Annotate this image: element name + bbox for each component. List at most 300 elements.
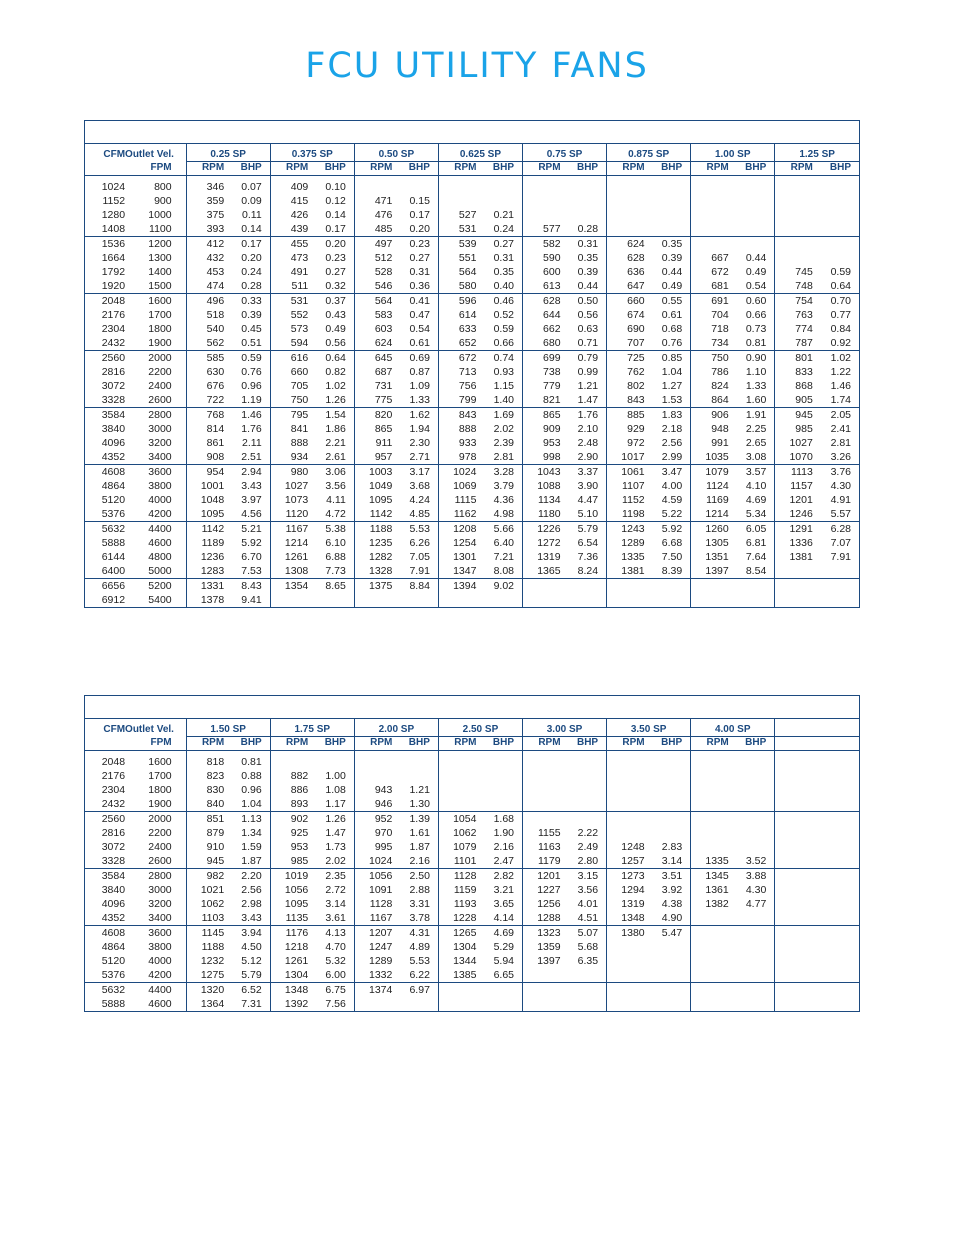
bhp-cell: 4.31 [396, 926, 438, 941]
bhp-cell [817, 593, 859, 607]
rpm-cell [354, 769, 396, 783]
bhp-cell: 1.00 [325, 770, 346, 782]
bhp-cell: 7.56 [325, 998, 346, 1010]
rpm-cell: 1247 [354, 940, 396, 954]
bhp-cell: 5.92 [649, 522, 691, 537]
bhp-cell [396, 997, 438, 1011]
bhp-cell [733, 826, 775, 840]
rpm-cell [691, 997, 733, 1011]
rpm-header: RPM [523, 162, 565, 176]
rpm-cell: 1380 [607, 926, 649, 941]
table-row [85, 812, 859, 827]
rpm-cell: 1382 [691, 897, 733, 911]
rpm-header: RPM [775, 162, 817, 176]
sp-header: 2.50 SP [438, 719, 522, 737]
bhp-cell: 0.68 [661, 323, 683, 335]
rpm-cell: 1003 [354, 465, 396, 480]
rpm-cell [691, 983, 733, 998]
bhp-cell [733, 176, 775, 195]
rpm-cell: 594 [270, 336, 312, 351]
rpm-cell: 908 [186, 450, 228, 465]
fpm-cell: 4800 [148, 551, 172, 563]
bhp-cell: 1.91 [733, 408, 775, 423]
rpm-cell: 929 [607, 422, 649, 436]
rpm-cell: 865 [354, 422, 396, 436]
rpm-cell: 1272 [523, 536, 565, 550]
rpm-cell: 906 [691, 408, 733, 423]
rpm-cell: 933 [438, 436, 480, 450]
rpm-cell: 1273 [607, 869, 649, 884]
bhp-cell: 1.04 [661, 366, 683, 378]
bhp-cell: 7.73 [325, 565, 346, 577]
bhp-cell: 1.83 [649, 408, 691, 423]
bhp-cell: 0.23 [396, 237, 438, 252]
bhp-cell [817, 869, 859, 884]
rpm-cell [354, 176, 396, 195]
rpm-cell: 1328 [354, 564, 396, 579]
rpm-header: RPM [691, 737, 733, 751]
table-row [85, 522, 859, 537]
bhp-cell: 3.57 [733, 465, 775, 480]
bhp-cell: 0.61 [661, 309, 683, 321]
bhp-cell: 5.79 [241, 969, 262, 981]
table-row [85, 194, 859, 208]
rpm-cell: 911 [354, 436, 396, 450]
rpm-cell: 624 [354, 336, 396, 351]
bhp-cell: 0.35 [649, 237, 691, 252]
bhp-cell: 1.53 [661, 394, 683, 406]
rpm-cell: 820 [354, 408, 396, 423]
rpm-cell: 885 [607, 408, 649, 423]
bhp-cell: 2.41 [830, 423, 851, 435]
rpm-cell: 745 [775, 265, 817, 279]
rpm-cell: 600 [523, 265, 565, 279]
bhp-cell: 2.56 [661, 437, 683, 449]
bhp-cell: 1.13 [228, 812, 270, 827]
rpm-cell: 1054 [438, 812, 480, 827]
bhp-cell [733, 983, 775, 998]
bhp-cell: 5.34 [745, 508, 767, 520]
bhp-cell: 0.39 [577, 266, 599, 278]
rpm-cell: 1348 [607, 911, 649, 926]
rpm-cell: 1289 [607, 536, 649, 550]
fpm-cell: 4200 [148, 969, 172, 981]
bhp-cell: 0.56 [325, 337, 346, 349]
fpm-cell: 4600 [148, 998, 172, 1010]
rpm-cell [438, 593, 480, 607]
rpm-cell [775, 783, 817, 797]
bhp-cell: 1.15 [493, 380, 514, 392]
rpm-cell [523, 997, 565, 1011]
bhp-cell [480, 983, 522, 998]
bhp-cell: 0.37 [312, 294, 354, 309]
rpm-cell: 531 [270, 294, 312, 309]
rpm-cell: 680 [523, 336, 565, 351]
bhp-cell: 4.36 [493, 494, 514, 506]
rpm-cell [775, 176, 817, 195]
rpm-cell: 704 [691, 308, 733, 322]
fpm-cell: 3800 [148, 480, 172, 492]
bhp-cell: 6.40 [493, 537, 514, 549]
rpm-cell: 1163 [523, 840, 565, 854]
bhp-cell: 8.08 [493, 565, 514, 577]
bhp-cell [817, 222, 859, 237]
rpm-cell: 562 [186, 336, 228, 351]
bhp-cell [649, 208, 691, 222]
bhp-cell: 6.05 [733, 522, 775, 537]
rpm-cell: 802 [607, 379, 649, 393]
bhp-cell [565, 797, 607, 812]
cfm-cell: 4096 [101, 898, 126, 910]
cfm-cell: 2432 [101, 337, 126, 349]
rpm-cell: 909 [523, 422, 565, 436]
bhp-cell: 0.77 [830, 309, 851, 321]
bhp-cell: 4.72 [325, 508, 346, 520]
rpm-cell: 485 [354, 222, 396, 237]
bhp-cell: 0.44 [661, 266, 683, 278]
bhp-cell: 6.75 [312, 983, 354, 998]
rpm-cell [691, 579, 733, 594]
bhp-cell: 6.68 [661, 537, 683, 549]
bhp-cell: 2.90 [577, 451, 599, 463]
table-row [85, 176, 859, 195]
rpm-cell: 603 [354, 322, 396, 336]
bhp-cell [733, 911, 775, 926]
rpm-cell: 774 [775, 322, 817, 336]
bhp-cell: 3.37 [565, 465, 607, 480]
bhp-cell [817, 176, 859, 195]
bhp-cell: 4.89 [409, 941, 430, 953]
table-row [85, 493, 859, 507]
table-row [85, 579, 859, 594]
rpm-cell [775, 194, 817, 208]
rpm-cell: 1308 [270, 564, 312, 579]
bhp-cell [565, 579, 607, 594]
rpm-cell: 546 [354, 279, 396, 294]
rpm-cell: 491 [270, 265, 312, 279]
rpm-cell: 1162 [438, 507, 480, 522]
bhp-cell: 6.00 [325, 969, 346, 981]
rpm-cell: 1381 [775, 550, 817, 564]
rpm-cell: 527 [438, 208, 480, 222]
rpm-cell: 882 [270, 769, 312, 783]
rpm-cell [270, 751, 312, 770]
rpm-cell [438, 797, 480, 812]
bhp-cell: 1.22 [830, 366, 851, 378]
table-row [85, 968, 859, 983]
bhp-cell: 0.33 [228, 294, 270, 309]
bhp-cell: 2.50 [396, 869, 438, 884]
rpm-cell [607, 194, 649, 208]
rpm-cell [775, 251, 817, 265]
bhp-cell: 1.90 [493, 827, 514, 839]
bhp-cell: 0.55 [649, 294, 691, 309]
bhp-cell [817, 564, 859, 579]
bhp-cell: 3.94 [228, 926, 270, 941]
rpm-cell: 905 [775, 393, 817, 408]
bhp-cell: 1.76 [241, 423, 262, 435]
rpm-cell: 1101 [438, 854, 480, 869]
bhp-cell: 0.32 [325, 280, 346, 292]
table-row [85, 926, 859, 941]
rpm-cell: 1079 [691, 465, 733, 480]
table-row [85, 208, 859, 222]
bhp-cell: 0.39 [241, 309, 262, 321]
rpm-cell: 1304 [438, 940, 480, 954]
bhp-cell: 0.76 [241, 366, 262, 378]
rpm-cell: 799 [438, 393, 480, 408]
bhp-cell: 0.36 [409, 280, 430, 292]
bhp-cell: 3.79 [493, 480, 514, 492]
rpm-cell [775, 869, 817, 884]
table-row [85, 351, 859, 366]
rpm-cell [691, 194, 733, 208]
rpm-cell: 1335 [691, 854, 733, 869]
rpm-cell: 540 [186, 322, 228, 336]
bhp-cell [733, 751, 775, 770]
rpm-cell: 1128 [354, 897, 396, 911]
bhp-cell: 2.25 [745, 423, 767, 435]
rpm-cell [607, 222, 649, 237]
rpm-cell: 879 [186, 826, 228, 840]
bhp-cell [480, 783, 522, 797]
rpm-cell: 647 [607, 279, 649, 294]
fpm-cell: 1800 [148, 784, 172, 796]
bhp-cell: 0.96 [241, 784, 262, 796]
bhp-cell: 1.27 [661, 380, 683, 392]
rpm-cell [775, 954, 817, 968]
rpm-cell: 687 [354, 365, 396, 379]
fpm-cell: 1200 [125, 237, 186, 252]
bhp-cell: 1.04 [241, 798, 262, 810]
rpm-cell: 1056 [270, 883, 312, 897]
bhp-cell: 0.76 [661, 337, 683, 349]
outlet-vel-header: Outlet Vel. [125, 724, 174, 736]
rpm-cell: 1027 [775, 436, 817, 450]
bhp-cell: 8.84 [396, 579, 438, 594]
bhp-cell: 2.30 [409, 437, 430, 449]
rpm-cell: 1167 [270, 522, 312, 537]
rpm-cell: 954 [186, 465, 228, 480]
rpm-header: RPM [354, 162, 396, 176]
rpm-cell: 471 [354, 194, 396, 208]
bhp-cell [817, 797, 859, 812]
rpm-cell: 1345 [691, 869, 733, 884]
rpm-cell [523, 783, 565, 797]
bhp-cell: 1.30 [409, 798, 430, 810]
bhp-cell [649, 968, 691, 983]
bhp-cell: 5.47 [649, 926, 691, 941]
cfm-cell: 1920 [101, 280, 126, 292]
bhp-cell [733, 926, 775, 941]
rpm-cell: 1207 [354, 926, 396, 941]
bhp-cell: 5.66 [480, 522, 522, 537]
bhp-cell [396, 593, 438, 607]
bhp-cell: 3.61 [325, 912, 346, 924]
rpm-cell: 1019 [270, 869, 312, 884]
rpm-cell: 1167 [354, 911, 396, 926]
rpm-cell [775, 883, 817, 897]
rpm-header: RPM [438, 737, 480, 751]
bhp-cell: 3.51 [649, 869, 691, 884]
rpm-cell: 1027 [270, 479, 312, 493]
bhp-cell: 4.50 [241, 941, 262, 953]
bhp-cell: 0.69 [396, 351, 438, 366]
rpm-cell [775, 968, 817, 983]
bhp-cell: 2.65 [745, 437, 767, 449]
rpm-cell [691, 926, 733, 941]
rpm-cell [775, 237, 817, 252]
bhp-cell: 2.39 [493, 437, 514, 449]
bhp-cell: 8.54 [745, 565, 767, 577]
bhp-cell: 6.81 [745, 537, 767, 549]
bhp-header: BHP [565, 162, 607, 176]
table-row [85, 450, 859, 465]
rpm-cell: 1331 [186, 579, 228, 594]
bhp-cell: 2.47 [493, 855, 514, 867]
bhp-header: BHP [480, 737, 522, 751]
rpm-cell [607, 940, 649, 954]
bhp-cell [733, 194, 775, 208]
rpm-cell: 925 [270, 826, 312, 840]
rpm-cell [523, 751, 565, 770]
rpm-cell: 865 [523, 408, 565, 423]
table-row [85, 593, 859, 607]
rpm-cell: 1261 [270, 550, 312, 564]
cfm-cell: 5120 [101, 494, 126, 506]
bhp-cell: 0.10 [325, 181, 346, 193]
bhp-cell: 3.97 [241, 494, 262, 506]
rpm-cell [523, 593, 565, 607]
fpm-header: FPM [125, 737, 186, 751]
bhp-cell: 0.14 [325, 209, 346, 221]
bhp-cell: 3.78 [409, 912, 430, 924]
header-row-sp [85, 719, 859, 737]
rpm-cell: 1236 [186, 550, 228, 564]
bhp-cell [396, 769, 438, 783]
rpm-cell: 1283 [186, 564, 228, 579]
rpm-cell [775, 911, 817, 926]
rpm-header: RPM [607, 737, 649, 751]
fpm-cell: 1600 [148, 756, 172, 768]
bhp-cell: 5.32 [325, 955, 346, 967]
rpm-cell: 1381 [607, 564, 649, 579]
rpm-cell: 864 [691, 393, 733, 408]
bhp-header [817, 737, 859, 751]
bhp-cell: 4.98 [493, 508, 514, 520]
rpm-cell [523, 579, 565, 594]
rpm-cell: 1378 [186, 593, 228, 607]
bhp-cell [565, 983, 607, 998]
table-title-bar [85, 696, 859, 719]
bhp-cell: 6.28 [817, 522, 859, 537]
rpm-cell: 978 [438, 450, 480, 465]
bhp-cell: 1.02 [325, 380, 346, 392]
bhp-cell: 5.12 [241, 955, 262, 967]
fpm-cell: 2800 [125, 869, 186, 884]
bhp-cell [649, 940, 691, 954]
bhp-cell: 0.27 [325, 266, 346, 278]
bhp-cell: 0.88 [241, 770, 262, 782]
rpm-cell [775, 940, 817, 954]
bhp-cell: 3.43 [241, 912, 262, 924]
bhp-cell [565, 176, 607, 195]
bhp-cell [480, 176, 522, 195]
rpm-cell: 577 [523, 222, 565, 237]
fpm-cell: 1400 [148, 266, 172, 278]
bhp-cell: 0.12 [325, 195, 346, 207]
bhp-cell [817, 854, 859, 869]
rpm-cell [607, 797, 649, 812]
sp-header: 1.50 SP [186, 719, 270, 737]
bhp-cell [733, 579, 775, 594]
bhp-cell [817, 783, 859, 797]
bhp-cell [480, 769, 522, 783]
rpm-header: RPM [270, 162, 312, 176]
bhp-cell: 0.14 [241, 223, 262, 235]
rpm-cell: 851 [186, 812, 228, 827]
rpm-cell [775, 854, 817, 869]
rpm-cell [438, 194, 480, 208]
bhp-cell: 0.87 [409, 366, 430, 378]
rpm-cell: 830 [186, 783, 228, 797]
bhp-cell [649, 997, 691, 1011]
rpm-cell: 474 [186, 279, 228, 294]
bhp-cell: 1.73 [325, 841, 346, 853]
rpm-cell [775, 222, 817, 237]
fpm-cell: 4200 [148, 508, 172, 520]
cfm-cell: 3584 [85, 408, 125, 423]
fpm-cell: 5400 [148, 594, 172, 606]
fpm-cell: 1700 [148, 770, 172, 782]
bhp-cell: 8.43 [228, 579, 270, 594]
bhp-cell: 1.02 [817, 351, 859, 366]
rpm-cell: 1070 [775, 450, 817, 465]
rpm-cell: 699 [523, 351, 565, 366]
bhp-cell: 1.68 [480, 812, 522, 827]
rpm-cell: 573 [270, 322, 312, 336]
rpm-cell: 1335 [607, 550, 649, 564]
rpm-cell [523, 983, 565, 998]
bhp-cell [565, 968, 607, 983]
bhp-cell: 0.51 [241, 337, 262, 349]
rpm-cell: 496 [186, 294, 228, 309]
table-row [85, 550, 859, 564]
rpm-cell: 1062 [438, 826, 480, 840]
bhp-cell [565, 194, 607, 208]
bhp-cell: 0.43 [325, 309, 346, 321]
rpm-cell: 1049 [354, 479, 396, 493]
bhp-cell: 0.60 [733, 294, 775, 309]
rpm-cell: 1152 [607, 493, 649, 507]
bhp-cell: 1.40 [493, 394, 514, 406]
bhp-cell: 5.94 [493, 955, 514, 967]
cfm-cell: 4864 [101, 941, 126, 953]
rpm-cell: 1179 [523, 854, 565, 869]
fpm-cell: 1900 [148, 798, 172, 810]
bhp-cell: 6.65 [493, 969, 514, 981]
fpm-cell: 5000 [148, 565, 172, 577]
bhp-cell: 2.88 [409, 884, 430, 896]
table-title-bar [85, 121, 859, 144]
cfm-cell: 3072 [101, 841, 126, 853]
bhp-cell: 0.44 [577, 280, 599, 292]
rpm-cell: 946 [354, 797, 396, 812]
rpm-cell: 886 [270, 783, 312, 797]
rpm-cell: 934 [270, 450, 312, 465]
rpm-cell [691, 826, 733, 840]
rpm-cell: 1305 [691, 536, 733, 550]
